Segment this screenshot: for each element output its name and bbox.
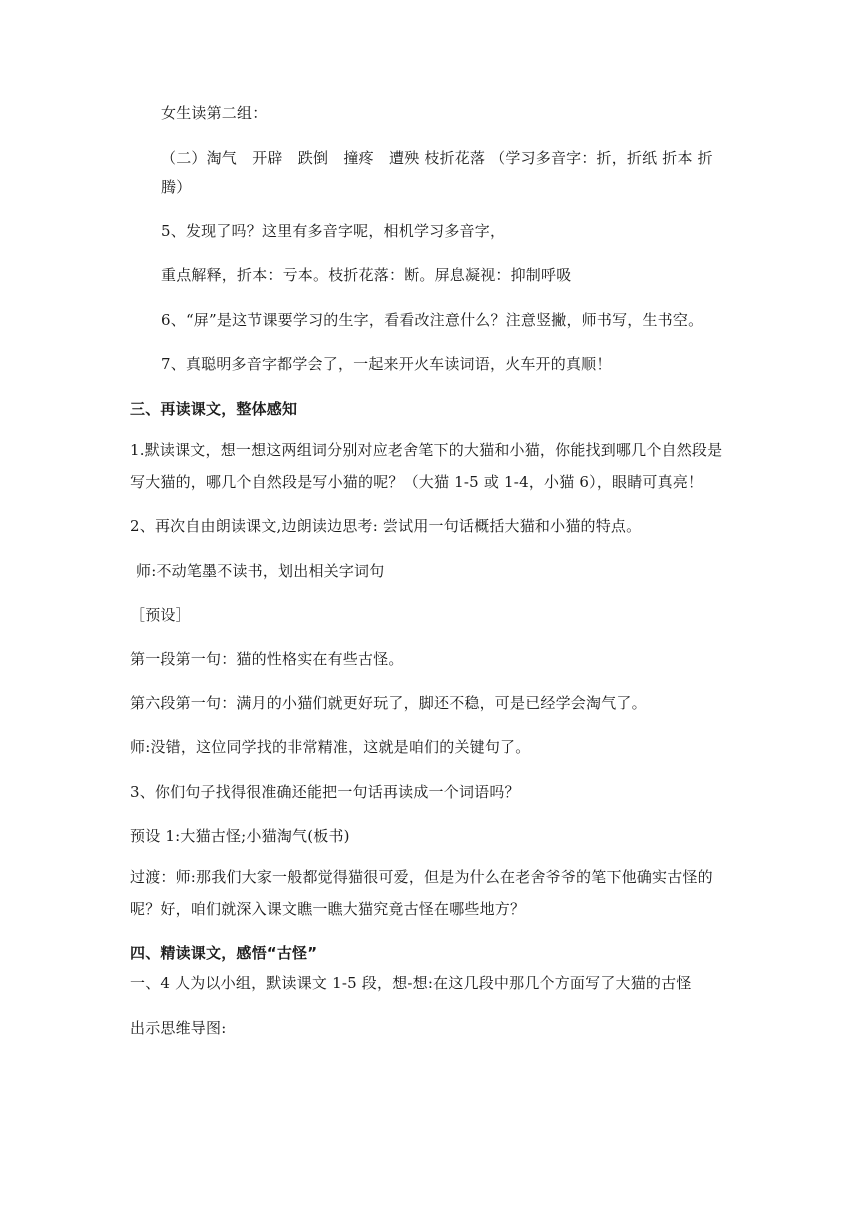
text-line: 3、你们句子找得很准确还能把一句话再读成一个词语吗？ — [130, 783, 520, 801]
text-line: 写大猫的，哪几个自然段是写小猫的呢？（大猫 1-5 或 1-4，小猫 6），眼睛可真亮！ — [130, 473, 704, 491]
section-heading: 四、精读课文，感悟“古怪” — [130, 944, 318, 962]
text-line: （二）淘气 开辟 跌倒 撞疼 遭殃 枝折花落 （学习多音字：折，折纸 折本 折 — [161, 149, 713, 167]
text-line: ［预设］ — [130, 606, 191, 624]
text-line: 呢？好，咱们就深入课文瞧一瞧大猫究竟古怪在哪些地方？ — [130, 900, 526, 918]
text-line: 重点解释，折本：亏本。枝折花落：断。屏息凝视：抑制呼吸 — [161, 266, 572, 284]
text-line: 出示思维导图: — [130, 1019, 227, 1037]
text-line: 6、“屏”是这节课要学习的生字，看看改注意什么？注意竖撇，师书写，生书空。 — [161, 311, 704, 329]
text-line: 1.默读课文，想一想这两组词分别对应老舍笔下的大猫和小猫，你能找到哪几个自然段是 — [130, 441, 723, 459]
text-line: 2、再次自由朗读课文,边朗读边思考: 尝试用一句话概括大猫和小猫的特点。 — [130, 517, 642, 535]
text-line: 女生读第二组： — [161, 104, 268, 122]
text-line: 腾） — [161, 178, 192, 196]
text-line: 7、真聪明多音字都学会了，一起来开火车读词语，火车开的真顺！ — [161, 355, 612, 373]
text-line: 师:不动笔墨不读书，划出相关字词句 — [136, 562, 385, 580]
text-line: 一、4 人为以小组，默读课文 1-5 段，想-想:在这几段中那几个方面写了大猫的古怪 — [130, 974, 692, 992]
section-heading: 三、再读课文，整体感知 — [130, 400, 298, 418]
text-line: 第一段第一句：猫的性格实在有些古怪。 — [130, 650, 404, 668]
text-line: 过渡：师:那我们大家一般都觉得猫很可爱，但是为什么在老舍爷爷的笔下他确实古怪的 — [130, 868, 713, 886]
text-line: 5、发现了吗？这里有多音字呢，相机学习多音字， — [161, 222, 506, 240]
text-line: 第六段第一句：满月的小猫们就更好玩了，脚还不稳，可是已经学会淘气了。 — [130, 694, 647, 712]
text-line: 师:没错，这位同学找的非常精准，这就是咱们的关键句了。 — [130, 738, 531, 756]
text-line: 预设 1:大猫古怪;小猫淘气(板书) — [130, 827, 350, 845]
